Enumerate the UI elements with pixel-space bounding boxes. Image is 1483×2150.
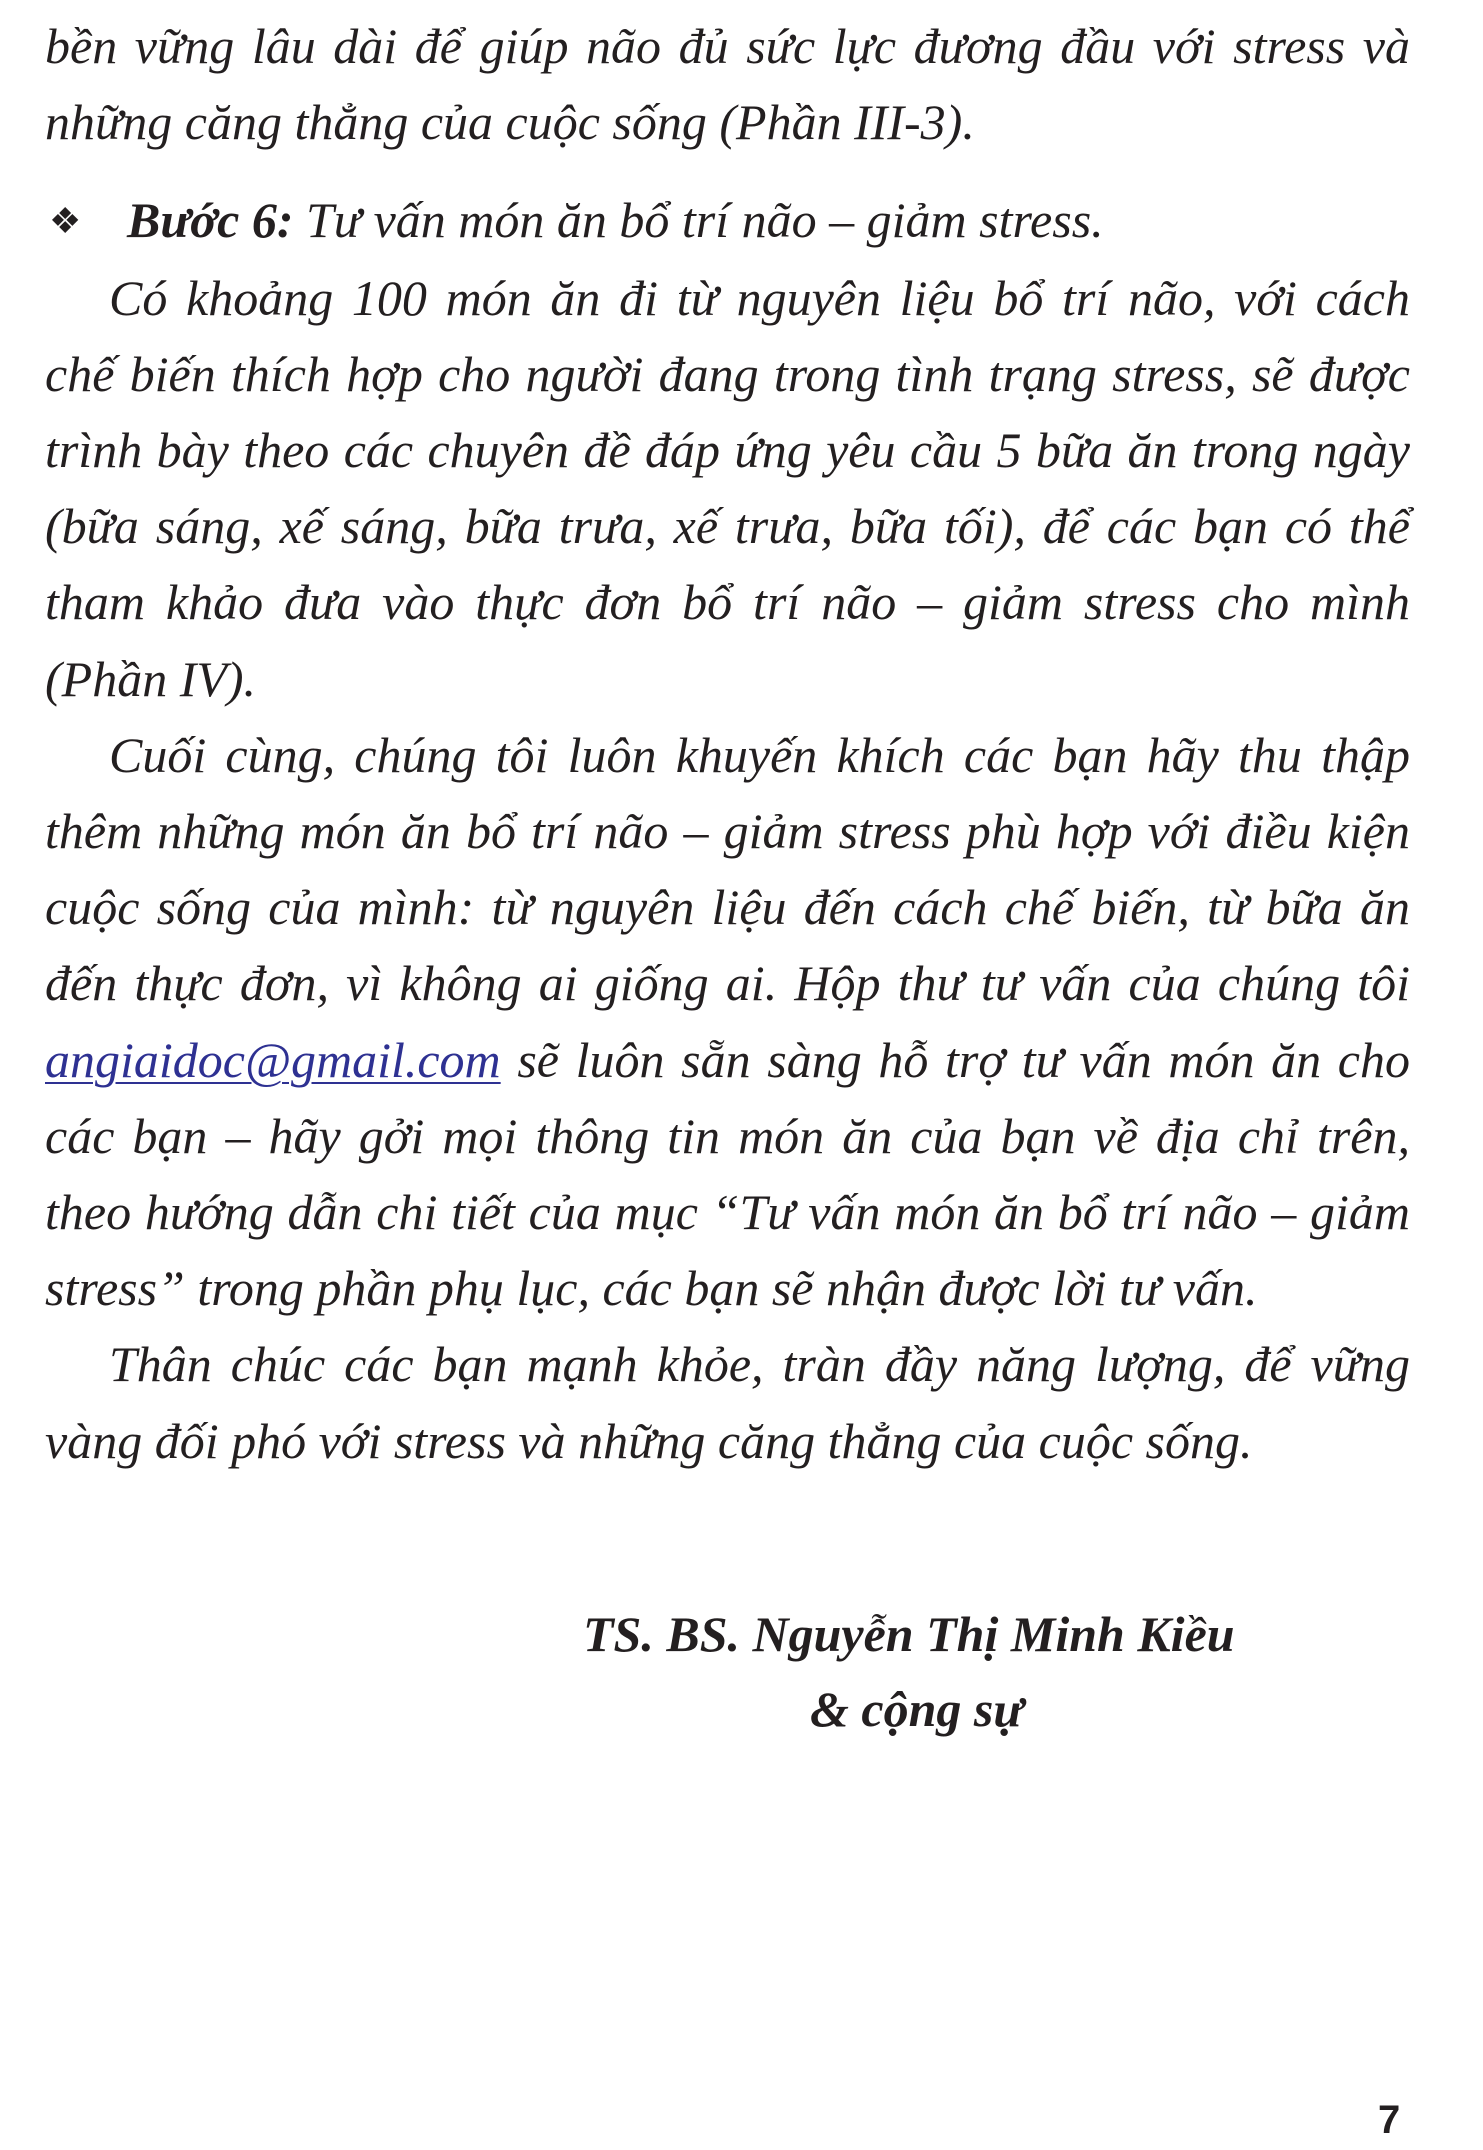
paragraph-encourage [45,717,1410,1327]
diamond-bullet-icon: ❖ [49,201,82,242]
step-text: Tư vấn món ăn bổ trí não – giảm stress. [305,192,1104,249]
document-page [45,8,1410,1479]
paragraph-encourage-end: sẽ luôn sẵn sàng hỗ trợ tư vấn món ăn cho các bạn – hãy gởi mọi thông tin món ăn của bạn về địa chỉ trên, theo hướng dẫn chi tiết của mục “Tư vấn món ăn bổ trí não – giảm stress” trong phần phụ lục, các bạn sẽ nhận được lời tư vấn. [45,1031,1410,1317]
paragraph-dishes: Có khoảng 100 món ăn đi từ nguyên liệu bổ trí não, với cách chế biến thích hợp cho người đang trong tình trạng stress, sẽ được trình bày theo các chuyên đề đáp ứng yêu cầu 5 bữa ăn trong ngày (bữa sáng, xế sáng, bữa trưa, xế trưa, bữa tối), để các bạn có thể tham khảo đưa vào thực đơn bổ trí não – giảm stress cho mình (Phần IV). [45,269,1410,707]
paragraph-encourage-start: Cuối cùng, chúng tôi luôn khuyến khích các bạn hãy thu thập thêm những món ăn bổ trí não – giảm stress phù hợp với điều kiện cuộc sống của mình: từ nguyên liệu đến cách chế biến, từ bữa ăn đến thực đơn, vì không ai giống ai. Hộp thư tư vấn của chúng tôi [45,726,1410,1012]
step-6-heading [45,182,1410,259]
email-link[interactable]: angiaidoc@gmail.com [45,1031,501,1088]
step-label: Bước 6: [127,192,294,249]
paragraph-closing: Thân chúc các bạn mạnh khỏe, tràn đầy năng lượng, để vững vàng đối phó với stress và những căng thẳng của cuộc sống. [45,1336,1410,1469]
page-number: 7 [1378,2098,1401,2142]
signature-name: TS. BS. Nguyễn Thị Minh Kiều [583,1606,1235,1662]
intro-text: bền vững lâu dài để giúp não đủ sức lực đương đầu với stress và những căng thẳng của cuộc sống (Phần III-3). [45,18,1410,151]
signature-coauthors: & cộng sự [810,1681,1024,1737]
